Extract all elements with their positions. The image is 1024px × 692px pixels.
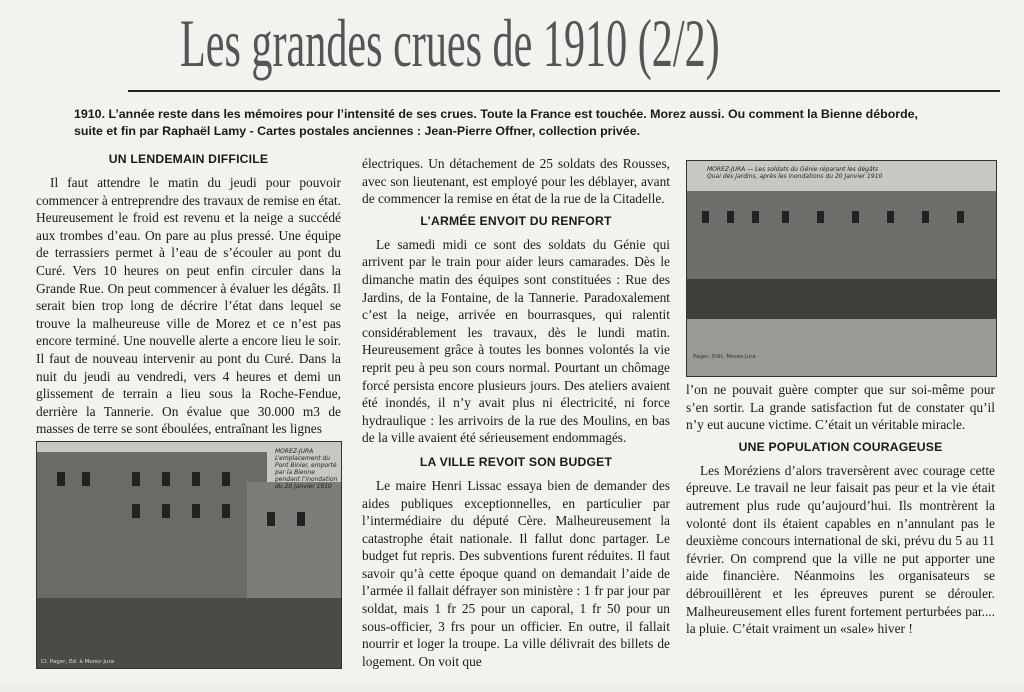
article-title: Les grandes crues de 1910 (2/2) [180, 5, 720, 81]
page-bottom-edge [0, 684, 1024, 692]
heading-population: UNE POPULATION COURAGEUSE [738, 439, 943, 454]
text-lendemain: Il faut attendre le matin du jeudi pour pouvoir commencer à entreprendre des travaux de remise en état. Heureusement le froid est revenu et la neige a succédé aux trombes d’eau. On pare au plus pressé. Une équipe de terrassiers permet à l’eau de s’écouler au pont du Curé. Vers 10 heures on peut enfin circuler dans la Grande Rue. On peut commencer à évaluer les dégâts. Il serait bien trop long de décrire l’état dans lequel se trouve la malheureuse ville de Morez et ce n’est pas encore terminé. Une nouvelle alerte a encore lieu le soir. Il faut de nouveau intervenir au pont du Curé. Dans la nuit du jeudi au vendredi, vers 4 heures et demi un glissement de terrain a lieu sous la Roche-Fendue, derrière la Tannerie. On évalue que 30.000 m3 de masses de terre se sont éboulées, entraînant les lignes [36, 175, 341, 437]
column-2 [362, 155, 670, 670]
photo-caption-left: MOREZ-JURA L’emplacement du Pont Binier, emporté par la Bienne pendant l’inondation du 20 Janvier 1910 [275, 448, 338, 490]
postcard-photo-soldats-genie [686, 160, 997, 377]
photo-credit-left: Cl. Pager, Ed. à Morez-Jura [41, 659, 115, 665]
photo-credit-right: Pager, Edit. Morez-Jura [693, 354, 756, 360]
text-population: Les Moréziens d’alors traversèrent avec courage cette épreuve. Le travail ne leur faisait pas peur et la vie était autrement plus rude qu’aujourd’hui. Ils montrèrent la volonté dont ils étaient capables en n’annulant pas le deuxième concours international de ski, prévu du 5 au 11 février. On comprend que la ville ne put apporter une aide financière. Néanmoins les organisateurs se débrouillèrent et les épreuves purent se dérouler. Malheureusement elles furent fortement perturbées par.... la pluie. C’était vraiment un «sale» hiver ! [686, 462, 995, 637]
text-lendemain-continued: électriques. Un détachement de 25 soldats des Rousses, avec son lieutenant, est employé pour les déblayer, avant de commencer la remise en état de la rue de la Citadelle. [362, 156, 670, 207]
heading-renfort: L’ARMÉE ENVOIT DU RENFORT [420, 213, 612, 228]
heading-lendemain: UN LENDEMAIN DIFFICILE [108, 152, 269, 166]
text-budget: Le maire Henri Lissac essaya bien de demander des aides publiques exceptionnelles, en particulier par l’intermédiaire du député Cère. Malheureusement la catastrophe était nationale. Il fallut donc partager. Le budget fut repris. Des subventions furent réduites. Il faut savoir qu’à cette époque quand on demandait l’aide de l’armée il fallait défrayer son ministère : 1 fr par jour par soldat, mais 1 fr 25 pour un caporal, 1 fr 50 pour un sous-officier, 3 frs pour un officier. En outre, il fallait nourrir et loger la troupe. La ville délivrait des billets de logement. On voit que [362, 477, 670, 669]
photo-caption-right: MOREZ-JURA — Les soldats du Génie réparant les dégâts Quai des Jardins, après les inondations du 20 Janvier 1910 [707, 166, 883, 180]
heading-budget: LA VILLE REVOIT SON BUDGET [419, 454, 613, 469]
text-budget-continued: l’on ne pouvait guère compter que sur soi-même pour s’en sortir. La grande satisfaction fut de constater qu’il n’y eut aucune victime. C’était un véritable miracle. [686, 382, 995, 433]
column-1 [36, 150, 341, 438]
article-intro: 1910. L’année reste dans les mémoires pour l’intensité de ses crues. Toute la France est touchée. Morez aussi. Ou comment la Bienne déborde, suite et fin par Raphaël Lamy - Cartes postales anciennes : Jean-Pierre Offner, collection privée. [74, 107, 918, 138]
column-3 [686, 381, 995, 638]
title-rule [128, 90, 1000, 92]
postcard-photo-pont-binier [36, 441, 342, 669]
text-renfort: Le samedi midi ce sont des soldats du Génie qui arrivent par le train pour aider leurs camarades. Dès le dimanche matin des équipes sont constituées : Rue des Jardins, de la Fontaine, de la Tannerie. Paradoxalement c’est la neige, arrivée en bourrasques, qui ralentit considérablement les travaux, dès le lundi matin. Heureusement grâce à toutes les bonnes volontés la vie reprit peu à peu son cours normal. Pourtant un chômage forcé persista encore plusieurs jours. Des ateliers avaient été inondés, il n’y avait plus ni électricité, ni force hydraulique : les arrivoirs de la rue des Moulins, en bas de la ville avaient été sérieusement endommagés. [362, 236, 670, 446]
